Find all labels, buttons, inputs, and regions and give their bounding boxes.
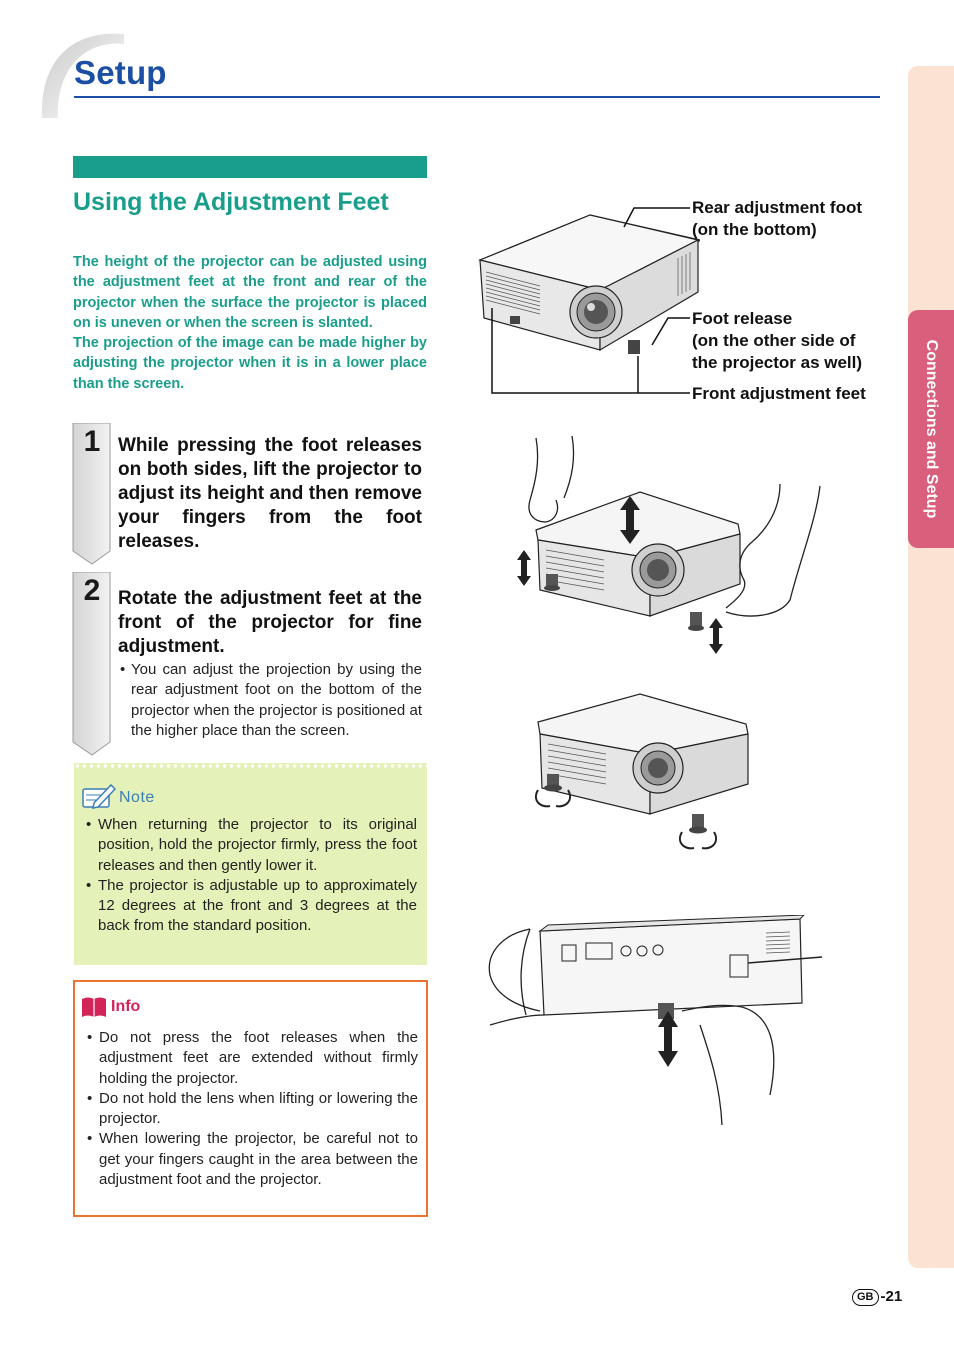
note-item-text: When returning the projector to its original position, hold the projector firmly, press the foot releases and then gently lower it.	[98, 816, 417, 874]
note-label: Note	[119, 789, 155, 806]
page-number-text: -21	[880, 1288, 903, 1305]
info-box	[73, 980, 428, 1217]
page-title: Setup	[74, 54, 167, 91]
intro-text	[73, 252, 427, 394]
step-2-text: Rotate the adjustment feet at the front of the projector for fine adjustment.	[118, 588, 422, 657]
info-item-text: Do not press the foot releases when the adjustment feet are extended without firmly holding the projector.	[99, 1029, 418, 1087]
step-2-number: 2	[83, 574, 101, 607]
section-bar	[73, 156, 427, 178]
section-title: Using the Adjustment Feet	[73, 188, 389, 216]
note-list	[86, 815, 417, 937]
callout-front-feet: Front adjustment feet	[692, 384, 866, 403]
pencil-icon	[80, 781, 116, 811]
info-item	[87, 1129, 418, 1190]
step-2-bullet-text: You can adjust the projection by using the rear adjustment foot on the bottom of the projector when the projector is positioned at the higher place than the screen.	[131, 661, 422, 739]
note-item-text: The projector is adjustable up to approximately 12 degrees at the front and 3 degrees at the back from the standard position.	[98, 876, 417, 935]
rear-foot-figure	[470, 915, 830, 1130]
info-list	[87, 1028, 418, 1190]
intro-paragraph: The projection of the image can be made higher by adjusting the projector when it is in a lower place than the screen.	[73, 335, 427, 392]
header-rule	[74, 96, 880, 98]
callout-line: the projector as well)	[692, 353, 863, 372]
info-label: Info	[111, 998, 141, 1015]
callout-line: (on the bottom)	[692, 220, 817, 239]
info-item-text: Do not hold the lens when lifting or lowering the projector.	[99, 1089, 418, 1128]
info-item	[87, 1089, 418, 1130]
bullet-dot: •	[120, 661, 126, 678]
note-box	[74, 763, 427, 965]
step-2-ribbon	[72, 572, 112, 756]
side-tab-label: Connections and Setup	[923, 339, 940, 519]
step-1-ribbon	[72, 423, 112, 565]
bullet-dot: •	[86, 876, 92, 894]
callout-line: Foot release	[692, 309, 793, 328]
callout-line: (on the other side of	[692, 331, 856, 350]
book-icon	[81, 996, 107, 1018]
bullet-dot: •	[87, 1089, 93, 1107]
info-item-text: When lowering the projector, be careful not to get your fingers caught in the area between the adjustment foot and the projector.	[99, 1130, 418, 1189]
callout-rear-foot	[692, 197, 862, 241]
page-number	[852, 1288, 902, 1306]
step-2-bullet	[120, 660, 422, 741]
callout-line: Rear adjustment foot	[692, 198, 863, 217]
intro-paragraph: The height of the projector can be adjusted using the adjustment feet at the front and rear of the projector when the surface the projector is placed on is uneven or when the screen is slanted.	[73, 254, 427, 331]
region-badge: GB	[852, 1289, 879, 1306]
info-item	[87, 1028, 418, 1089]
note-item	[86, 815, 417, 876]
callout-foot-release	[692, 308, 862, 374]
side-tab-connections-and-setup[interactable]	[908, 310, 954, 548]
rotating-feet-figure	[530, 690, 770, 860]
note-dotted-border	[74, 763, 427, 769]
callout-lines	[480, 200, 700, 400]
bullet-dot: •	[86, 816, 92, 833]
step-1-text: While pressing the foot releases on both sides, lift the projector to adjust its height and then remove your fingers from the foot releases.	[118, 435, 422, 552]
lifting-projector-figure	[500, 430, 830, 665]
bullet-dot: •	[87, 1130, 93, 1148]
bullet-dot: •	[87, 1029, 93, 1046]
note-item	[86, 876, 417, 937]
step-1-number: 1	[83, 425, 101, 458]
side-bar	[908, 66, 954, 1268]
